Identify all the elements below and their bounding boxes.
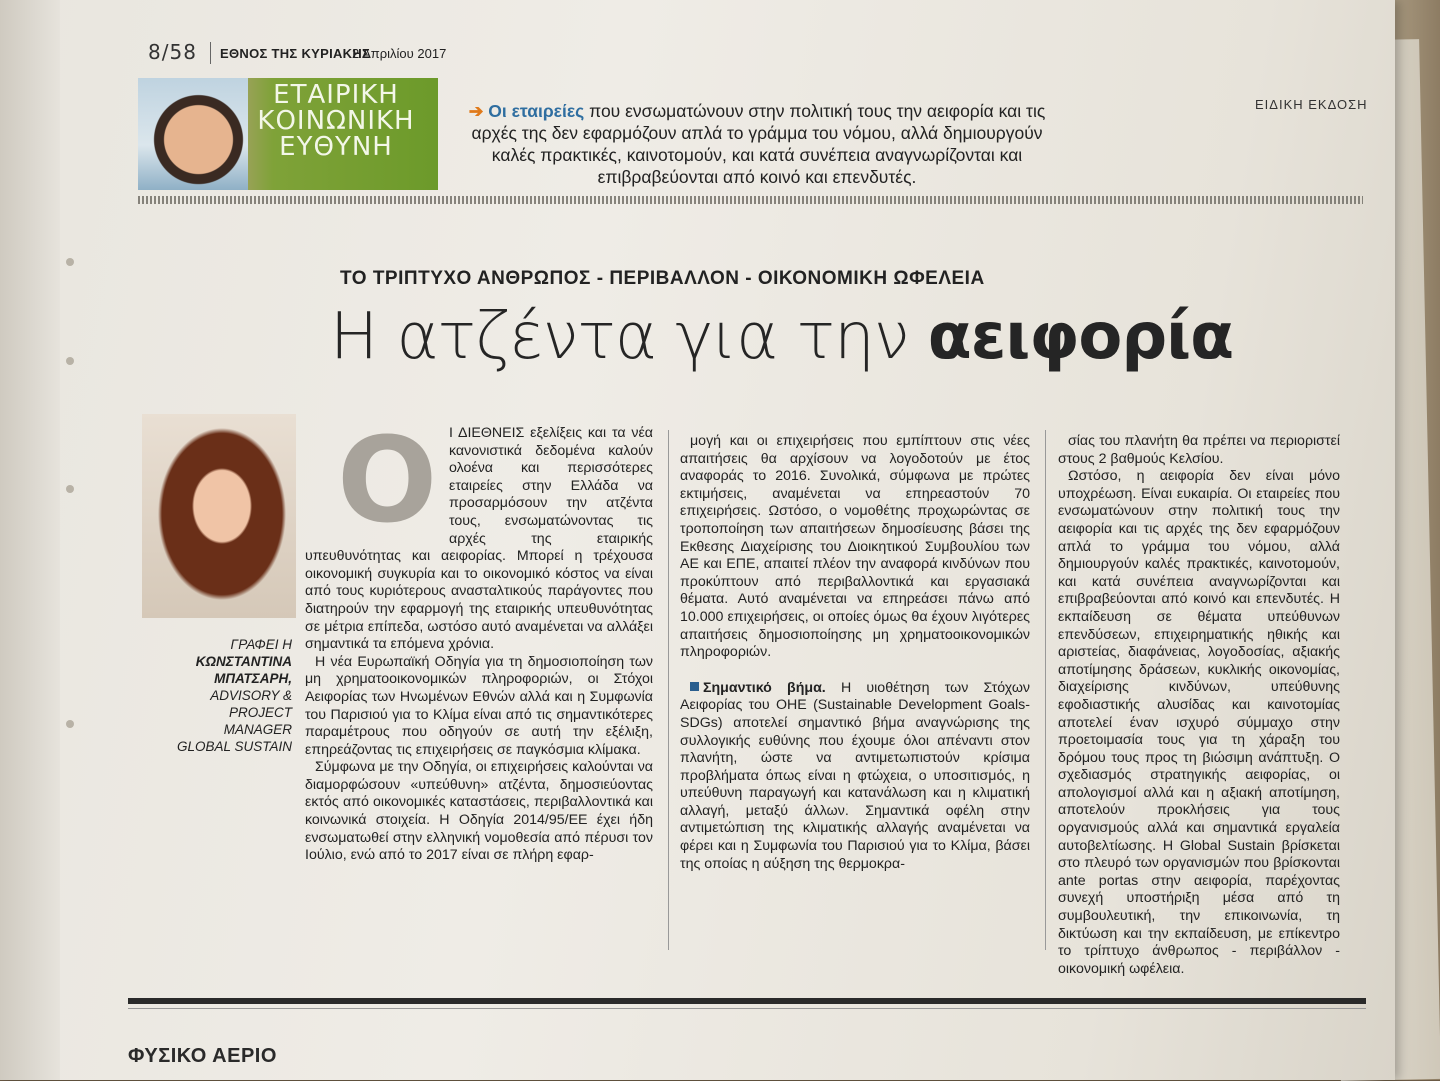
- article-paragraph: σίας του πλανήτη θα πρέπει να περιοριστεί στους 2 βαθμούς Κελσίου.: [1058, 433, 1340, 467]
- square-bullet-icon: [690, 682, 699, 691]
- binding-hole: [66, 357, 74, 365]
- issue-date: 2 Απριλίου 2017: [352, 46, 447, 61]
- dotted-divider: [138, 196, 1363, 204]
- article-paragraph: Ωστόσο, η αειφορία δεν είναι μόνο υποχρέωση. Είναι ευκαιρία. Οι εταιρείες που ενσωματώνουν στην πολιτική τους την αειφορία και τις αρχές της δεν εφαρμόζουν απλά το γράμμα του νόμου, αλλά δημιουργούν καλές πρακτικές, καινοτομούν, και κατά συνέπεια αναγνωρίζονται και επιβραβεύονται από κοινό και επενδυτές. Η εκπαίδευση σε θέματα υπεύθυνων επενδύσεων, επιχειρηματικής ηθικής και αριστείας, διαφάνειας, λογοδοσίας, αξιακής αποτίμησης δράσεων, κυκλικής οικονομίας, διαχείρισης κινδύνων, υπεύθυνης εφοδιαστικής αλυσίδας και καινοτομίας αποτελεί έναν ισχυρό σύμμαχο στην προετοιμασία τους για τη χάραξη του δρόμου τους προς τη βιώσιμη ανάπτυξη. Ο σχεδιασμός στρατηγικής αειφορίας, οι απολογισμοί αλλά και η αξιακή αποτίμηση, αποτελούν προκλήσεις για τους οργανισμούς αλλά και σημαντικά εργαλεία αυτοβελτίωσης. Η Global Sustain βρίσκεται στο πλευρό των οργανισμών που βρίσκονται ante portas στην αειφορία, παρέχοντας συνεχή υποστήριξη μέσα από τη συμβουλευτική, την επικοινωνία, τη δικτύωση και την εκπαίδευση, με επίκεντρο το τρίπτυχο άνθρωπος - περιβάλλον - οικονομική ωφέλεια.: [1058, 468, 1340, 977]
- subhead-text: Η υιοθέτηση των Στόχων Αειφορίας του ΟΗΕ (Sustainable Development Goals-SDGs) αποτελεί σημαντικό βήμα αναγνώρισης της συλλογικής ευθύνης που έχουμε όλοι απέναντι στον πλανήτη, ώστε να αντιμετωπιστούν κρίσιμα προβλήματα όπως είναι η φτώχεια, ο υποσιτισμός, η υπεύθυνη παραγωγή και κατανάλωση και η κλιματική αλλαγή, μεταξύ άλλων. Σημαντικά οφέλη στην αντιμετώπιση της κλιματικής αλλαγής αναμένεται να φέρει και η Συμφωνία του Παρισιού για το Κλίμα, βάσει της οποίας η αύξηση της θερμοκρα-: [680, 679, 1030, 872]
- author-photo: [142, 414, 296, 618]
- author-role: MANAGER: [223, 722, 292, 737]
- subhead: Σημαντικό βήμα.: [703, 679, 826, 696]
- column-rule: [668, 430, 669, 950]
- author-name: ΚΩΝΣΤΑΝΤΙΝΑ: [195, 654, 292, 669]
- intro-lead: Οι εταιρείες: [488, 101, 585, 121]
- bottom-rule: [128, 998, 1366, 1004]
- page-number: 8/58: [148, 40, 197, 64]
- newspaper-name: ΕΘΝΟΣ ΤΗΣ ΚΥΡΙΑΚΗΣ: [220, 46, 371, 61]
- author-name: ΜΠΑΤΣΑΡΗ,: [214, 671, 292, 686]
- author-role: ADVISORY & PROJECT: [210, 688, 292, 720]
- page-gutter: [0, 0, 60, 1080]
- drop-cap: Ο: [337, 411, 438, 549]
- column-rule: [1045, 430, 1046, 950]
- banner-title: [238, 82, 434, 160]
- article-paragraph: Σύμφωνα με την Οδηγία, οι επιχειρήσεις καλούνται να διαμορφώσουν «υπεύθυνη» ατζέντα, δημοσιεύοντας εκτός από οικονομικές καταστάσεις, περιβαλλοντικά και κοινωνικά στοιχεία. Η Οδηγία 2014/95/ΕΕ έχει ήδη ενσωματωθεί στην ελληνική νομοθεσία από πέρυσι τον Ιούλιο, ενώ από το 2017 είναι σε πλήρη εφαρ-: [305, 759, 653, 864]
- banner-line: ΚΟΙΝΩΝΙΚΗ: [257, 106, 415, 136]
- binding-hole: [66, 485, 74, 493]
- intro-text: που ενσωματώνουν στην πολιτική τους την αειφορία και τις αρχές της δεν εφαρμόζουν απλά το γράμμα του νόμου, αλλά δημιουργούν καλές πρακτικές, καινοτομούν, και κατά συνέπεια αναγνωρίζονται και επιβραβεύονται από κοινό και επενδυτές.: [471, 101, 1046, 187]
- headline-light: Η ατζέντα για την: [330, 300, 928, 374]
- article-column-2: [680, 433, 1030, 873]
- section-label: ΕΙΔΙΚΗ ΕΚΔΟΣΗ: [1255, 97, 1368, 112]
- arrow-icon: ➔: [468, 101, 484, 121]
- article-paragraph: μογή και οι επιχειρήσεις που εμπίπτουν στις νέες απαιτήσεις θα αρχίσουν να λογοδοτούν με έτος αναφοράς το 2016. Συνολικά, σύμφωνα με πρώτες εκτιμήσεις, αναμένεται να επηρεαστούν 70 επιχειρήσεις. Ωστόσο, ο νομοθέτης προχωρώντας σε τροποποίηση των απαιτήσεων δημοσίευσης βάσει της Εκθεσης Διαχείρισης του Διοικητικού Συμβουλίου των ΑΕ και ΕΠΕ, απαιτεί πλέον την αναφορά κινδύνων που προκύπτουν από περιβαλλοντικά και εργασιακά θέματα. Αυτό αναμένεται να επηρεάσει πάνω από 10.000 επιχειρήσεις, οι οποίες όμως θα έχουν λιγότερες απαιτήσεις δημοσιοποίησης μη χρηματοοικονομικών πληροφοριών.: [680, 433, 1030, 661]
- child-photo: [138, 78, 248, 190]
- article-paragraph: [680, 680, 1030, 874]
- author-role: GLOBAL SUSTAIN: [176, 739, 292, 754]
- byline-prefix: ΓΡΑΦΕΙ Η: [230, 637, 292, 652]
- binding-hole: [66, 258, 74, 266]
- article-column-1: [305, 411, 653, 865]
- banner-line: ΕΤΑΙΡΙΚΗ: [273, 80, 399, 110]
- article-kicker: ΤΟ ΤΡΙΠΤΥΧΟ ΑΝΘΡΩΠΟΣ - ΠΕΡΙΒΑΛΛΟΝ - ΟΙΚΟΝΟΜΙΚΗ ΩΦΕΛΕΙΑ: [340, 268, 985, 289]
- article-paragraph: Ι ΔΙΕΘΝΕΙΣ εξελίξεις και τα νέα κανονιστικά δεδομένα καλούν ολοένα και περισσότερες εταιρείες στην Ελλάδα να προσαρμόσουν την ατζέντα τους, ενσωματώνοντας τις αρχές της εταιρικής υπευθυνότητας και αειφορίας. Μπορεί η τρέχουσα οικονομική συγκυρία και το οικονομικό κόστος να είναι από τους κυριότερους ανασταλτικούς παράγοντες που διατηρούν την εφαρμογή της εταιρικής υπευθυνότητας σε μέτρια επίπεδα, ωστόσο αυτό αναμένεται να αλλάξει σημαντικά τα επόμενα χρόνια.: [305, 425, 653, 653]
- article-headline: [330, 300, 1234, 374]
- intro-blurb: [462, 100, 1052, 188]
- author-byline: [150, 636, 292, 755]
- header-separator: [210, 42, 211, 64]
- article-paragraph: Η νέα Ευρωπαϊκή Οδηγία για τη δημοσιοποίηση των μη χρηματοοικονομικών πληροφοριών, οι Στόχοι Αειφορίας των Ηνωμένων Εθνών αλλά και η Συμφωνία του Παρισιού για το Κλίμα είναι από τις σημαντικότερες παραμέτρους που οδηγούν σε αυτή την εξέλιξη, επηρεάζοντας τις επιχειρήσεις σε παγκόσμια κλίμακα.: [305, 653, 653, 758]
- headline-bold: αειφορία: [927, 300, 1234, 374]
- csr-banner: [138, 78, 438, 190]
- banner-line: ΕΥΘΥΝΗ: [279, 132, 393, 162]
- article-column-3: [1058, 433, 1340, 978]
- page-header: [140, 40, 1340, 70]
- binding-hole: [66, 720, 74, 728]
- next-section-title: ΦΥΣΙΚΟ ΑΕΡΙΟ: [128, 1045, 277, 1067]
- bottom-thin-rule: [128, 1008, 1366, 1009]
